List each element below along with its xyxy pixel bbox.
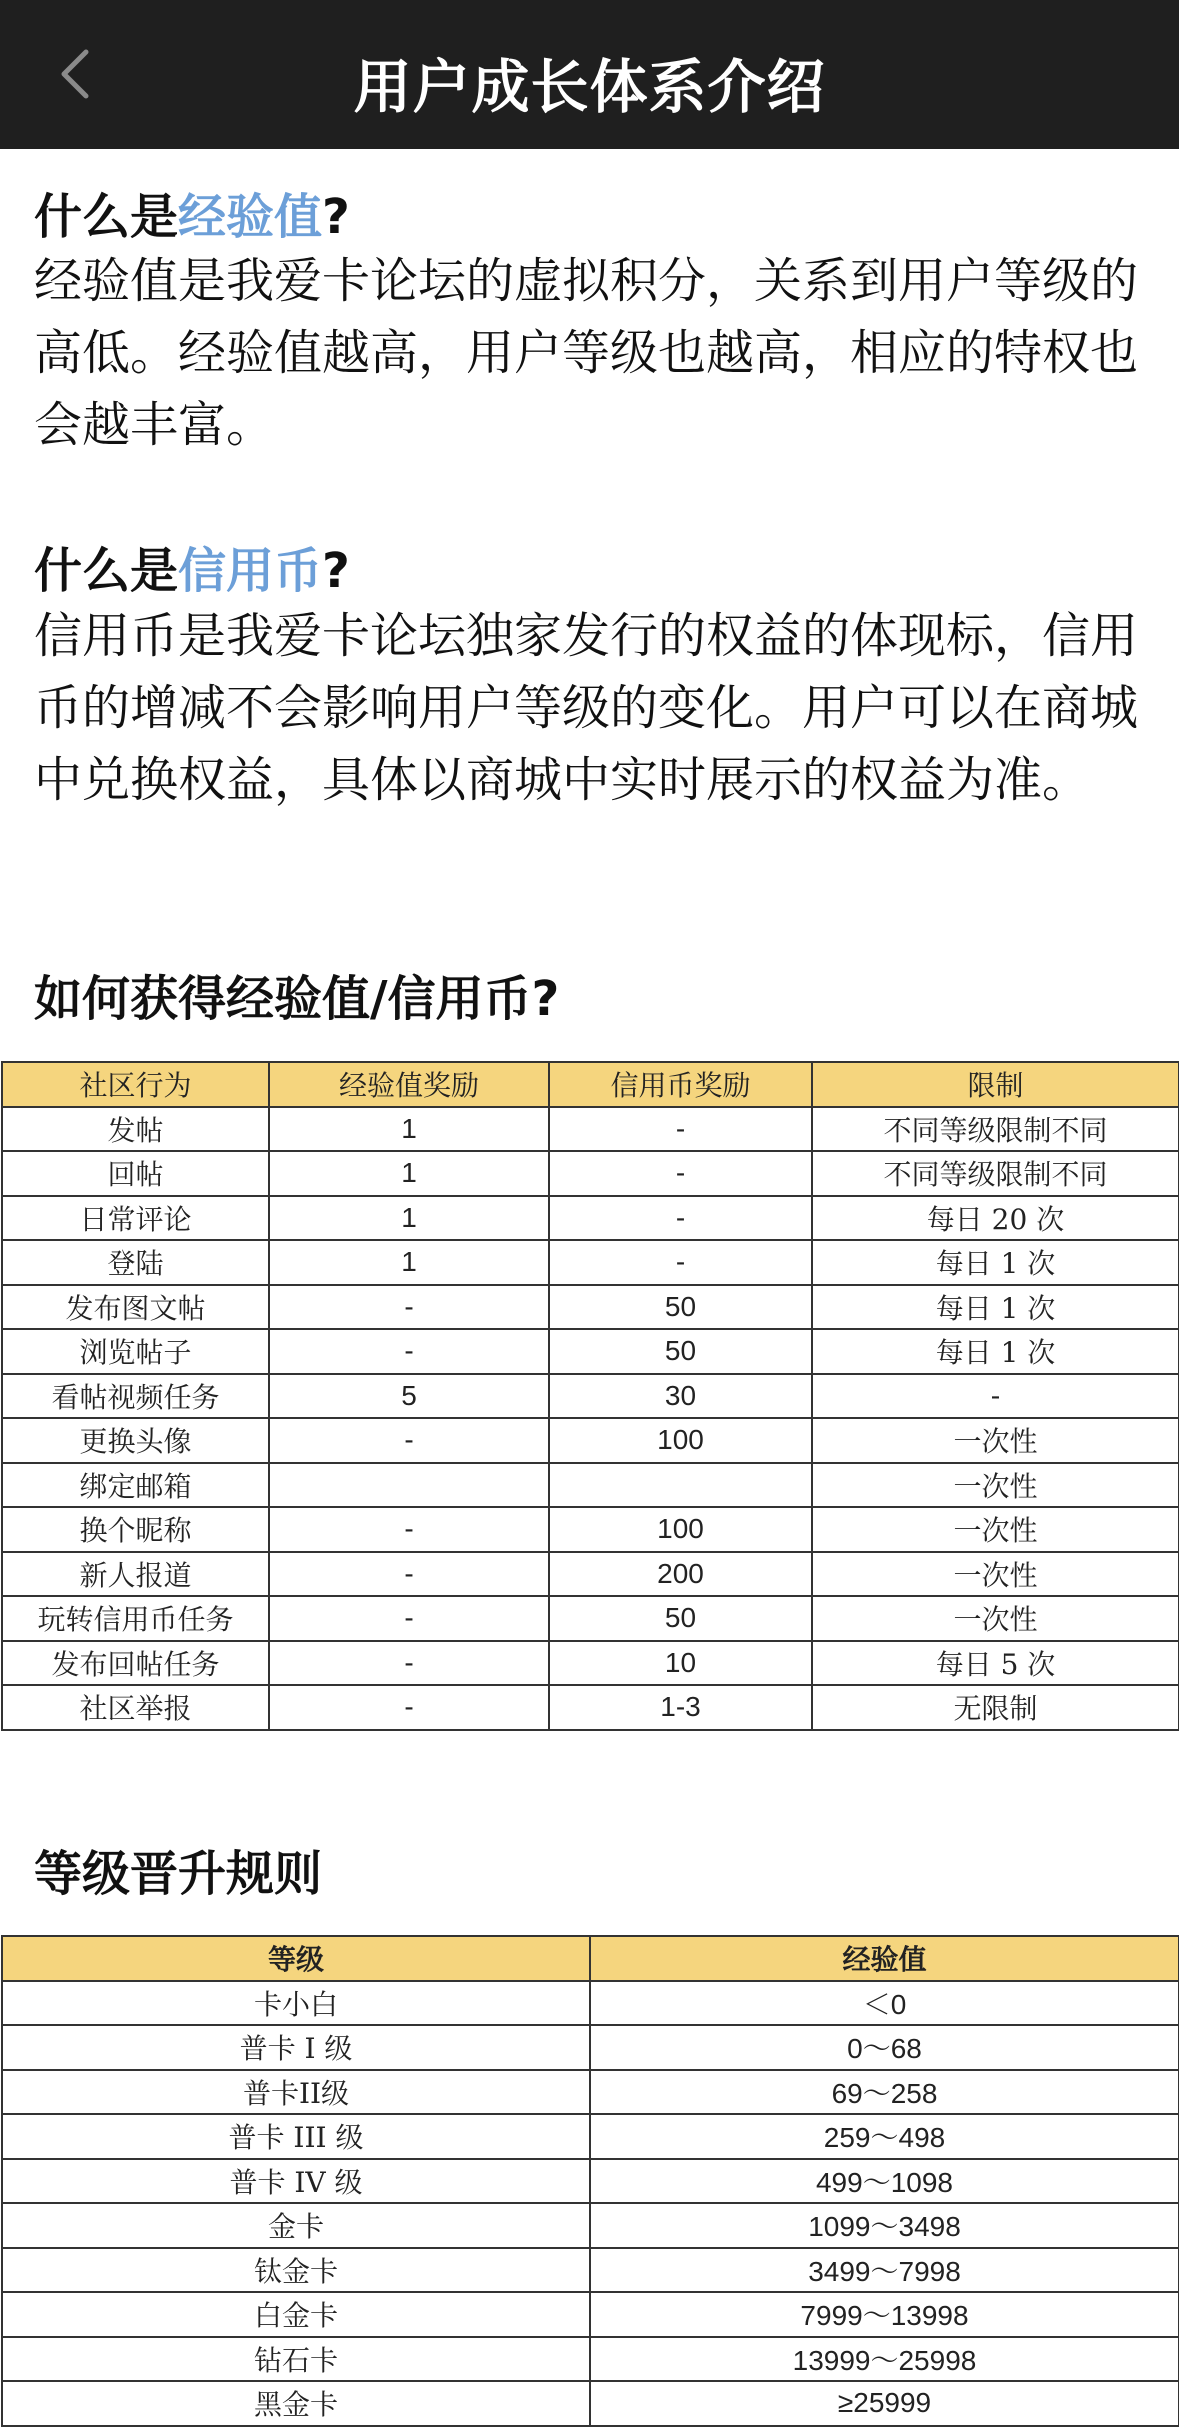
behavior-cell: 发布图文帖 <box>2 1285 269 1330</box>
level-exp-range-cell: 259～498 <box>590 2114 1179 2159</box>
level-exp-range-cell: 499～1098 <box>590 2159 1179 2204</box>
exp-reward-cell: 1 <box>269 1240 549 1285</box>
limit-cell: 一次性 <box>812 1463 1179 1508</box>
limit-cell: 一次性 <box>812 1418 1179 1463</box>
credit-reward-cell: 100 <box>549 1507 812 1552</box>
rewards-table-row <box>2 1685 1179 1730</box>
rewards-table-row <box>2 1641 1179 1686</box>
level-name-cell: 钛金卡 <box>2 2248 590 2293</box>
levels-header-level: 等级 <box>2 1936 590 1981</box>
exp-heading <box>34 178 350 247</box>
exp-heading-prefix: 什么是 <box>34 189 179 245</box>
levels-table-row <box>2 2114 1179 2159</box>
exp-reward-cell: - <box>269 1641 549 1686</box>
limit-cell: 不同等级限制不同 <box>812 1107 1179 1152</box>
rewards-table-row <box>2 1418 1179 1463</box>
behavior-cell: 回帖 <box>2 1151 269 1196</box>
rewards-table-header-row <box>2 1062 1179 1107</box>
rewards-table-row <box>2 1151 1179 1196</box>
credit-description: 信用币是我爱卡论坛独家发行的权益的体现标，信用币的增减不会影响用户等级的变化。用户可以在商城中兑换权益，具体以商城中实时展示的权益为准。 <box>34 608 1139 808</box>
rewards-table-row <box>2 1196 1179 1241</box>
credit-heading-prefix: 什么是 <box>34 543 179 599</box>
behavior-cell: 绑定邮箱 <box>2 1463 269 1508</box>
behavior-cell: 日常评论 <box>2 1196 269 1241</box>
level-name-cell: 黑金卡 <box>2 2381 590 2426</box>
level-exp-range-cell: ≥25999 <box>590 2381 1179 2426</box>
credit-reward-cell: 50 <box>549 1596 812 1641</box>
level-exp-range-cell: ＜0 <box>590 1981 1179 2026</box>
limit-cell: 每日 20 次 <box>812 1196 1179 1241</box>
exp-reward-cell: - <box>269 1685 549 1730</box>
credit-heading-suffix: ? <box>322 543 350 599</box>
levels-table-row <box>2 2159 1179 2204</box>
exp-reward-cell: - <box>269 1507 549 1552</box>
limit-cell: 一次性 <box>812 1507 1179 1552</box>
levels-table-row <box>2 2025 1179 2070</box>
limit-cell: 每日 1 次 <box>812 1285 1179 1330</box>
exp-heading-suffix: ? <box>322 189 350 245</box>
exp-reward-cell: - <box>269 1552 549 1597</box>
behavior-cell: 发布回帖任务 <box>2 1641 269 1686</box>
level-name-cell: 卡小白 <box>2 1981 590 2026</box>
levels-table <box>1 1935 1179 2427</box>
rewards-header-limit: 限制 <box>812 1062 1179 1107</box>
credit-reward-cell: - <box>549 1240 812 1285</box>
exp-reward-cell: - <box>269 1329 549 1374</box>
exp-heading-highlight: 经验值 <box>178 189 323 245</box>
level-exp-range-cell: 0～68 <box>590 2025 1179 2070</box>
rewards-table-row <box>2 1507 1179 1552</box>
level-name-cell: 金卡 <box>2 2203 590 2248</box>
rewards-table-row <box>2 1374 1179 1419</box>
exp-reward-cell: - <box>269 1418 549 1463</box>
page-title: 用户成长体系介绍 <box>353 53 826 121</box>
exp-reward-cell: 1 <box>269 1196 549 1241</box>
behavior-cell: 社区举报 <box>2 1685 269 1730</box>
credit-reward-cell: 1-3 <box>549 1685 812 1730</box>
levels-table-header-row <box>2 1936 1179 1981</box>
rewards-table-row <box>2 1107 1179 1152</box>
level-exp-range-cell: 7999～13998 <box>590 2292 1179 2337</box>
rewards-table-row <box>2 1329 1179 1374</box>
level-exp-range-cell: 3499～7998 <box>590 2248 1179 2293</box>
levels-table-row <box>2 2203 1179 2248</box>
credit-reward-cell: - <box>549 1196 812 1241</box>
limit-cell: 一次性 <box>812 1596 1179 1641</box>
credit-reward-cell: 30 <box>549 1374 812 1419</box>
limit-cell: 每日 1 次 <box>812 1240 1179 1285</box>
credit-reward-cell: 200 <box>549 1552 812 1597</box>
behavior-cell: 更换头像 <box>2 1418 269 1463</box>
levels-header-exp: 经验值 <box>590 1936 1179 1981</box>
behavior-cell: 发帖 <box>2 1107 269 1152</box>
behavior-cell: 新人报道 <box>2 1552 269 1597</box>
behavior-cell: 登陆 <box>2 1240 269 1285</box>
rewards-header-exp: 经验值奖励 <box>269 1062 549 1107</box>
limit-cell: 不同等级限制不同 <box>812 1151 1179 1196</box>
credit-reward-cell: 50 <box>549 1329 812 1374</box>
rewards-table-row <box>2 1240 1179 1285</box>
behavior-cell: 换个昵称 <box>2 1507 269 1552</box>
rewards-table-row <box>2 1463 1179 1508</box>
levels-table-row <box>2 2381 1179 2426</box>
levels-table-row <box>2 2337 1179 2382</box>
exp-reward-cell: - <box>269 1596 549 1641</box>
level-name-cell: 普卡 IV 级 <box>2 2159 590 2204</box>
limit-cell: 一次性 <box>812 1552 1179 1597</box>
limit-cell: - <box>812 1374 1179 1419</box>
credit-reward-cell: 100 <box>549 1418 812 1463</box>
how-to-earn-title: 如何获得经验值/信用币? <box>34 971 560 1027</box>
credit-heading <box>34 532 350 601</box>
limit-cell: 每日 1 次 <box>812 1329 1179 1374</box>
level-rules-title: 等级晋升规则 <box>34 1846 323 1902</box>
levels-table-row <box>2 2292 1179 2337</box>
credit-reward-cell: 50 <box>549 1285 812 1330</box>
rewards-table <box>1 1061 1179 1731</box>
level-name-cell: 钻石卡 <box>2 2337 590 2382</box>
exp-description: 经验值是我爱卡论坛的虚拟积分，关系到用户等级的高低。经验值越高，用户等级也越高，相应的特权也会越丰富。 <box>34 253 1139 453</box>
exp-reward-cell: 5 <box>269 1374 549 1419</box>
credit-reward-cell <box>549 1463 812 1508</box>
exp-reward-cell <box>269 1463 549 1508</box>
credit-reward-cell: - <box>549 1107 812 1152</box>
rewards-header-credit: 信用币奖励 <box>549 1062 812 1107</box>
limit-cell: 无限制 <box>812 1685 1179 1730</box>
behavior-cell: 浏览帖子 <box>2 1329 269 1374</box>
rewards-table-row <box>2 1285 1179 1330</box>
credit-heading-highlight: 信用币 <box>178 543 323 599</box>
behavior-cell: 玩转信用币任务 <box>2 1596 269 1641</box>
levels-table-row <box>2 1981 1179 2026</box>
level-exp-range-cell: 13999～25998 <box>590 2337 1179 2382</box>
exp-reward-cell: 1 <box>269 1151 549 1196</box>
level-name-cell: 普卡 III 级 <box>2 2114 590 2159</box>
levels-table-row <box>2 2070 1179 2115</box>
rewards-header-behavior: 社区行为 <box>2 1062 269 1107</box>
rewards-table-row <box>2 1552 1179 1597</box>
level-exp-range-cell: 69～258 <box>590 2070 1179 2115</box>
rewards-table-row <box>2 1596 1179 1641</box>
credit-reward-cell: - <box>549 1151 812 1196</box>
behavior-cell: 看帖视频任务 <box>2 1374 269 1419</box>
level-name-cell: 普卡II级 <box>2 2070 590 2115</box>
level-name-cell: 白金卡 <box>2 2292 590 2337</box>
limit-cell: 每日 5 次 <box>812 1641 1179 1686</box>
exp-reward-cell: - <box>269 1285 549 1330</box>
levels-table-row <box>2 2248 1179 2293</box>
exp-reward-cell: 1 <box>269 1107 549 1152</box>
level-name-cell: 普卡 I 级 <box>2 2025 590 2070</box>
navigation-bar <box>0 0 1179 149</box>
level-exp-range-cell: 1099～3498 <box>590 2203 1179 2248</box>
credit-reward-cell: 10 <box>549 1641 812 1686</box>
